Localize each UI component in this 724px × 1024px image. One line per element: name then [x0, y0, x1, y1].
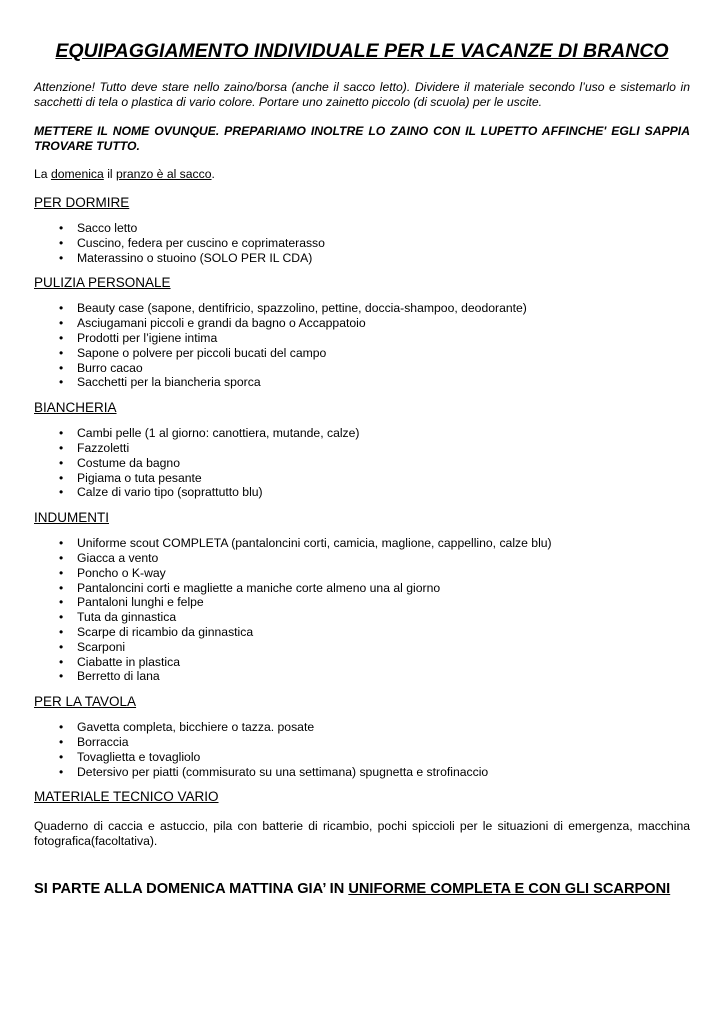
- list-item: • Scarpe di ricambio da ginnastica: [34, 625, 690, 640]
- list-item: • Burro cacao: [34, 361, 690, 376]
- list-item: • Sacco letto: [34, 221, 690, 236]
- section-heading: MATERIALE TECNICO VARIO: [34, 789, 219, 805]
- list-item: • Uniforme scout COMPLETA (pantaloncini corti, camicia, maglione, cappellino, calze blu): [34, 536, 690, 551]
- section-per-la-tavola: [34, 693, 690, 779]
- sunday-lunch: pranzo è al sacco: [116, 167, 212, 181]
- section-heading: PER LA TAVOLA: [34, 694, 137, 710]
- name-warning-paragraph: METTERE IL NOME OVUNQUE. PREPARIAMO INOLTRE LO ZAINO CON IL LUPETTO AFFINCHE' EGLI SAPPIA TROVARE TUTTO.: [34, 124, 690, 153]
- section-materiale-tecnico: [34, 788, 690, 849]
- sunday-day: domenica: [50, 167, 104, 181]
- item-list: [34, 221, 690, 265]
- sunday-suffix: .: [211, 167, 215, 181]
- list-item: • Tuta da ginnastica: [34, 610, 690, 625]
- list-item: • Calze di vario tipo (soprattutto blu): [34, 485, 690, 500]
- list-item: • Cambi pelle (1 al giorno: canottiera, mutande, calze): [34, 426, 690, 441]
- section-heading: PER DORMIRE: [34, 195, 130, 210]
- section-indumenti: [34, 509, 690, 684]
- list-item: • Berretto di lana: [34, 669, 690, 684]
- list-item: • Pantaloncini corti e magliette a maniche corte almeno una al giorno: [34, 581, 690, 596]
- item-list: [34, 720, 690, 779]
- list-item: • Costume da bagno: [34, 456, 690, 471]
- section-biancheria: [34, 399, 690, 500]
- item-list: [34, 536, 690, 684]
- item-list: [34, 426, 690, 500]
- list-item: • Ciabatte in plastica: [34, 655, 690, 670]
- sunday-prefix: La: [34, 167, 51, 181]
- list-item: • Cuscino, federa per cuscino e coprimaterasso: [34, 236, 690, 251]
- list-item: • Tovaglietta e tovagliolo: [34, 750, 690, 765]
- list-item: • Pantaloni lunghi e felpe: [34, 595, 690, 610]
- list-item: • Sacchetti per la biancheria sporca: [34, 375, 690, 390]
- list-item: • Prodotti per l’igiene intima: [34, 331, 690, 346]
- list-item: • Beauty case (sapone, dentifricio, spazzolino, pettine, doccia-shampoo, deodorante): [34, 301, 690, 316]
- warning-paragraph: Attenzione! Tutto deve stare nello zaino/borsa (anche il sacco letto). Dividere il materiale secondo l’uso e sistemarlo in sacchetti di tela o plastica di vario colore. Portare uno zainetto piccolo (di scuola) per le uscite.: [34, 80, 690, 109]
- list-item: • Materassino o stuoino (SOLO PER IL CDA): [34, 251, 690, 266]
- section-pulizia-personale: [34, 274, 690, 390]
- list-item: • Borraccia: [34, 735, 690, 750]
- list-item: • Poncho o K-way: [34, 566, 690, 581]
- departure-prefix: SI PARTE ALLA DOMENICA MATTINA GIA’ IN: [34, 881, 349, 898]
- tech-material-paragraph: Quaderno di caccia e astuccio, pila con batterie di ricambio, pochi spiccioli per le situazioni di emergenza, macchina fotografica(facoltativa).: [34, 819, 690, 849]
- document-title: EQUIPAGGIAMENTO INDIVIDUALE PER LE VACANZE DI BRANCO: [55, 40, 669, 62]
- sunday-lunch-note: [34, 167, 690, 182]
- list-item: • Sapone o polvere per piccoli bucati del campo: [34, 346, 690, 361]
- list-item: • Fazzoletti: [34, 441, 690, 456]
- section-heading: INDUMENTI: [34, 510, 109, 526]
- item-list: [34, 301, 690, 390]
- list-item: • Gavetta completa, bicchiere o tazza. posate: [34, 720, 690, 735]
- section-heading: PULIZIA PERSONALE: [34, 275, 171, 291]
- sunday-middle: il: [103, 167, 116, 181]
- departure-uniform: UNIFORME COMPLETA E CON GLI SCARPONI: [348, 881, 671, 898]
- list-item: • Pigiama o tuta pesante: [34, 471, 690, 486]
- list-item: • Detersivo per piatti (commisurato su una settimana) spugnetta e strofinaccio: [34, 765, 690, 780]
- list-item: • Scarponi: [34, 640, 690, 655]
- section-heading: BIANCHERIA: [34, 400, 117, 416]
- document-page: [34, 40, 690, 897]
- section-per-dormire: [34, 194, 690, 265]
- list-item: • Asciugamani piccoli e grandi da bagno o Accappatoio: [34, 316, 690, 331]
- list-item: • Giacca a vento: [34, 551, 690, 566]
- departure-note: [34, 881, 690, 897]
